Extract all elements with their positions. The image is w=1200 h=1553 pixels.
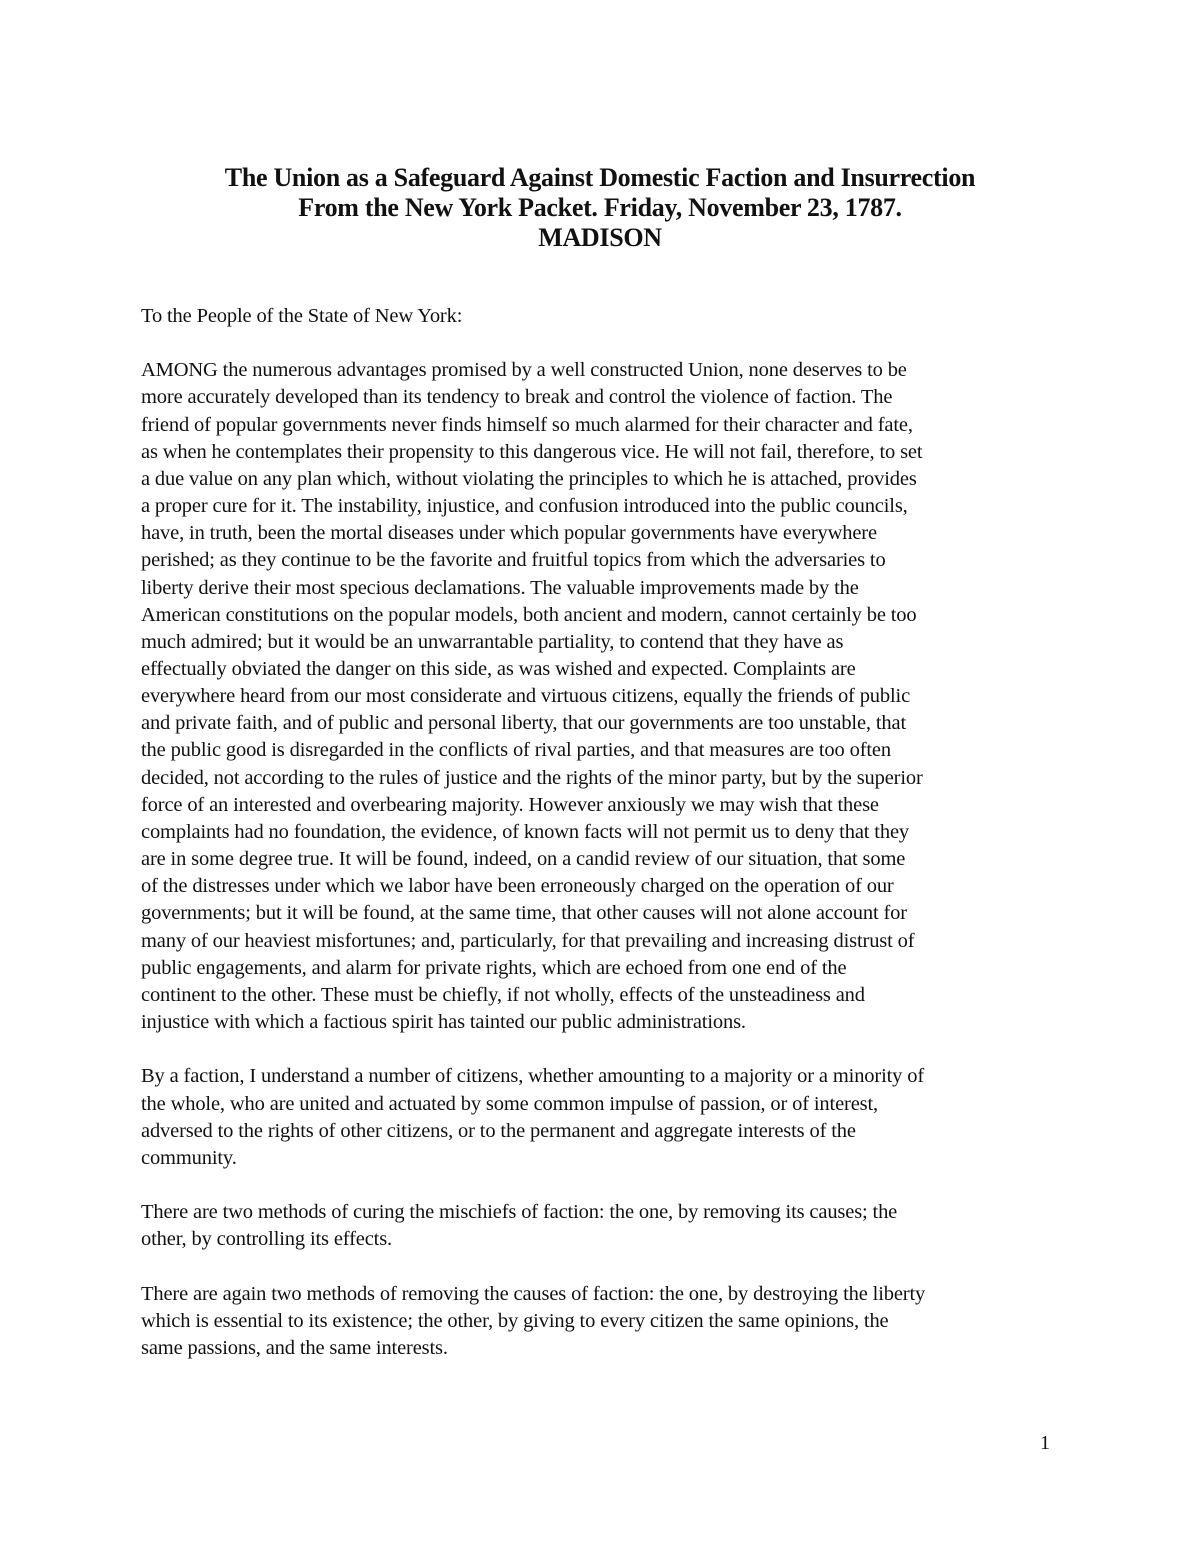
paragraph-line: By a faction, I understand a number of citizens, whether amounting to a majority or a minority of bbox=[141, 1065, 925, 1088]
paragraph-line: which is essential to its existence; the other, by giving to every citizen the same opinions, the bbox=[141, 1309, 889, 1332]
paragraph-line: a proper cure for it. The instability, injustice, and confusion introduced into the public councils, bbox=[141, 495, 908, 518]
document-source: From the New York Packet. Friday, November 23, 1787. bbox=[298, 193, 902, 222]
paragraph-line: perished; as they continue to be the favorite and fruitful topics from which the adversaries to bbox=[141, 549, 886, 572]
paragraph-line: force of an interested and overbearing majority. However anxiously we may wish that these bbox=[141, 793, 879, 816]
paragraph-line: American constitutions on the popular models, both ancient and modern, cannot certainly be too bbox=[141, 603, 917, 626]
paragraph-line: public engagements, and alarm for private rights, which are echoed from one end of the bbox=[141, 956, 847, 979]
document-author: MADISON bbox=[538, 223, 662, 252]
paragraph-line: same passions, and the same interests. bbox=[141, 1336, 448, 1359]
paragraph-line: other, by controlling its effects. bbox=[141, 1228, 393, 1251]
paragraph-list bbox=[141, 357, 1066, 1362]
paragraph-line: complaints had no foundation, the evidence, of known facts will not permit us to deny that they bbox=[141, 820, 909, 843]
paragraph-line: much admired; but it would be an unwarrantable partiality, to contend that they have as bbox=[141, 630, 844, 653]
paragraph bbox=[141, 1281, 1066, 1362]
paragraph-line: injustice with which a factious spirit has tainted our public administrations. bbox=[141, 1011, 746, 1034]
paragraph-line: the public good is disregarded in the conflicts of rival parties, and that measures are too often bbox=[141, 739, 891, 762]
paragraph-line: There are again two methods of removing the causes of faction: the one, by destroying the liberty bbox=[141, 1282, 926, 1305]
paragraph-line: friend of popular governments never finds himself so much alarmed for their character and fate, bbox=[141, 413, 913, 436]
document-title: The Union as a Safeguard Against Domestic Faction and Insurrection bbox=[224, 163, 976, 192]
paragraph-line: as when he contemplates their propensity to this dangerous vice. He will not fail, therefore, to set bbox=[141, 440, 923, 463]
paragraph bbox=[141, 357, 1066, 1036]
page-number: 1 bbox=[1040, 1432, 1050, 1454]
paragraph-line: have, in truth, been the mortal diseases under which popular governments have everywhere bbox=[141, 522, 877, 545]
paragraph-line: more accurately developed than its tendency to break and control the violence of faction. The bbox=[141, 386, 893, 409]
paragraph-line: adversed to the rights of other citizens, or to the permanent and aggregate interests of the bbox=[141, 1119, 856, 1142]
paragraph-line: AMONG the numerous advantages promised by a well constructed Union, none deserves to be bbox=[141, 359, 907, 382]
paragraph-line: and private faith, and of public and personal liberty, that our governments are too unstable, that bbox=[141, 712, 907, 735]
paragraph-line: continent to the other. These must be chiefly, if not wholly, effects of the unsteadiness and bbox=[141, 983, 865, 1006]
paragraph-line: liberty derive their most specious declamations. The valuable improvements made by the bbox=[141, 576, 859, 599]
paragraph-line: the whole, who are united and actuated by some common impulse of passion, or of interest, bbox=[141, 1092, 878, 1115]
paragraph-line: of the distresses under which we labor have been erroneously charged on the operation of our bbox=[141, 875, 894, 898]
salutation: To the People of the State of New York: bbox=[141, 305, 463, 327]
paragraph-line: decided, not according to the rules of justice and the rights of the minor party, but by the superior bbox=[141, 766, 923, 789]
paragraph bbox=[141, 1199, 1066, 1253]
paragraph-line: There are two methods of curing the mischiefs of faction: the one, by removing its causes; the bbox=[141, 1201, 898, 1224]
document-heading bbox=[140, 163, 1060, 253]
paragraph bbox=[141, 1063, 1066, 1172]
paragraph-line: governments; but it will be found, at the same time, that other causes will not alone account for bbox=[141, 902, 907, 925]
paragraph-line: a due value on any plan which, without violating the principles to which he is attached, provides bbox=[141, 467, 917, 490]
paragraph-line: community. bbox=[141, 1146, 237, 1169]
paragraph-line: everywhere heard from our most considerate and virtuous citizens, equally the friends of public bbox=[141, 685, 911, 708]
paragraph-line: effectually obviated the danger on this side, as was wished and expected. Complaints are bbox=[141, 658, 856, 681]
document-body bbox=[141, 303, 1066, 1389]
paragraph-line: many of our heaviest misfortunes; and, particularly, for that prevailing and increasing distrust of bbox=[141, 929, 915, 952]
paragraph-line: are in some degree true. It will be found, indeed, on a candid review of our situation, that some bbox=[141, 848, 906, 871]
